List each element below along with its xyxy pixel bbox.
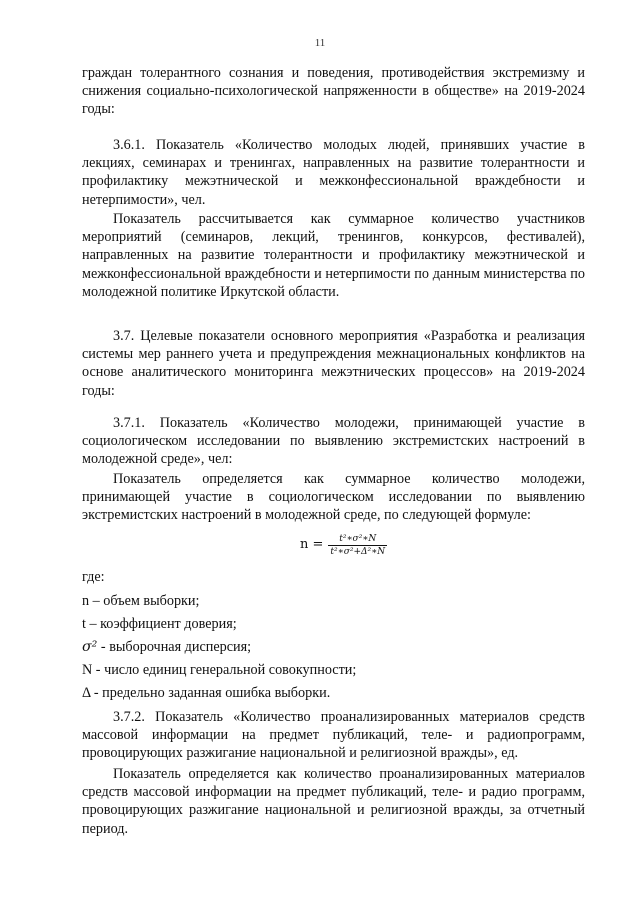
definition-symbol: Δ bbox=[82, 685, 91, 701]
definition-item bbox=[82, 592, 199, 610]
sample-size-formula bbox=[300, 528, 387, 562]
formula-lhs: n = bbox=[300, 536, 324, 552]
section-3-7-2-title: 3.7.2. Показатель «Количество проанализированных материалов средств массовой информации на предмет публикаций, теле- и радиопрограмм, провоцирующих разжигание национальной и религиозной вражды», ед. bbox=[82, 709, 585, 762]
definition-symbol: n bbox=[82, 593, 90, 609]
section-3-7-1-title: 3.7.1. Показатель «Количество молодежи, принимающей участие в социологическом исследовании по выявлению экстремистских настроений в молодежной среде», чел: bbox=[82, 415, 585, 468]
definition-text: - выборочная дисперсия; bbox=[97, 639, 252, 655]
definition-item bbox=[82, 684, 330, 702]
definition-item bbox=[82, 615, 237, 633]
page-number: 11 bbox=[314, 37, 326, 49]
section-3-6-1-description: Показатель рассчитывается как суммарное количество участников мероприятий (семинаров, лекций, тренингов, конкурсов, фестивалей), направленных на развитие толерантности и профилактику межэтнической и межконфессиональной враждебности и нетерпимости по данным министерства по молодежной политике Иркутской области. bbox=[82, 211, 585, 300]
formula-numerator: t²∗σ²∗N bbox=[339, 533, 377, 544]
section-3-7-1-description: Показатель определяется как суммарное количество молодежи, принимающей участие в социологическом исследовании по выявлению экстремистских настроений в молодежной среде, по следующей формуле: bbox=[82, 471, 585, 524]
definition-symbol: t bbox=[82, 616, 86, 632]
definition-symbol: σ² bbox=[82, 639, 98, 655]
definition-text: – коэффициент доверия; bbox=[85, 616, 237, 632]
section-3-6-1-title: 3.6.1. Показатель «Количество молодых людей, принявших участие в лекциях, семинарах и тренингах, направленных на развитие толерантности и профилактику межэтнической и межконфессиональной враждебности и нетерпимости», чел. bbox=[82, 137, 585, 208]
definition-item bbox=[82, 638, 251, 656]
where-label: где: bbox=[82, 569, 105, 585]
section-3-7-title: 3.7. Целевые показатели основного мероприятия «Разработка и реализация системы мер раннего учета и предупреждения межнациональных конфликтов на основе аналитического мониторинга межэтнических процессов» на 2019-2024 годы: bbox=[82, 328, 585, 399]
definition-text: - предельно заданная ошибка выборки. bbox=[90, 685, 331, 701]
definition-symbol: N bbox=[82, 662, 93, 678]
intro-paragraph: граждан толерантного сознания и поведения, противодействия экстремизму и снижения социально-психологической напряженности в обществе» на 2019-2024 годы: bbox=[82, 65, 585, 118]
definition-item bbox=[82, 661, 356, 679]
definition-text: - число единиц генеральной совокупности; bbox=[92, 662, 357, 678]
section-3-7-2-description: Показатель определяется как количество проанализированных материалов средств массовой информации на предмет публикаций, теле- и радио программ, провоцирующих разжигание национальной и религиозной вражды, за отчетный период. bbox=[82, 766, 585, 837]
formula-denominator: t²∗σ²+Δ²∗N bbox=[330, 546, 386, 557]
formula-fraction bbox=[328, 533, 387, 558]
definition-text: – объем выборки; bbox=[89, 593, 200, 609]
